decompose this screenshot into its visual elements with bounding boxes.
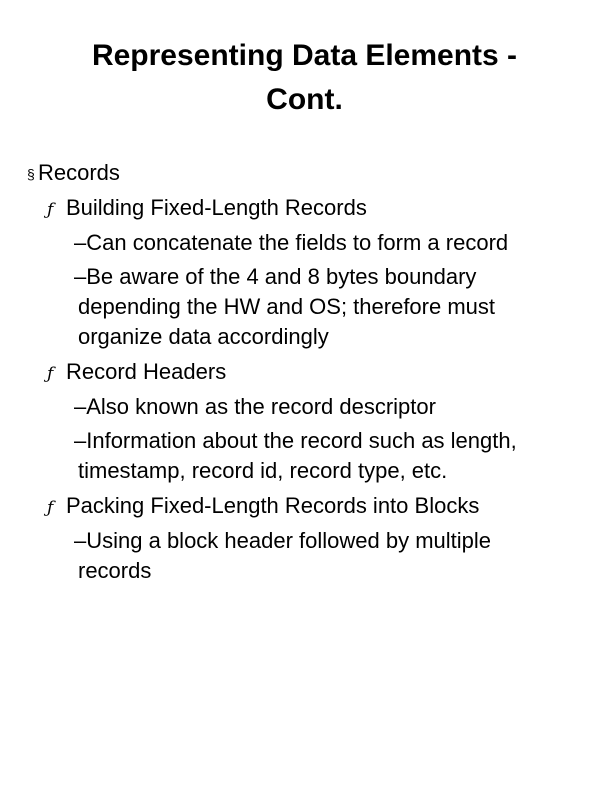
item1-sub-concatenate: –Can concatenate the fields to form a record (74, 230, 509, 255)
f-bullet-icon: ƒ (47, 200, 54, 220)
item3-sub-block-header-line1: –Using a block header followed by multiple (74, 528, 492, 553)
item3-sub-block-header-line2: records (78, 558, 152, 583)
square-bullet-icon: § (27, 166, 35, 182)
records-heading: Records (38, 160, 120, 185)
slide-title-line-1: Representing Data Elements - (91, 39, 518, 72)
item-building-fixed-length: Building Fixed-Length Records (66, 195, 367, 220)
slide-title-line-2: Cont. (266, 83, 343, 116)
item1-sub-boundary-line1: –Be aware of the 4 and 8 bytes boundary (74, 264, 477, 289)
item1-sub-boundary-line2: depending the HW and OS; therefore must (78, 294, 496, 319)
item-packing-records: Packing Fixed-Length Records into Blocks (66, 493, 480, 518)
slide-title (0, 34, 609, 122)
f-bullet-icon: ƒ (47, 498, 54, 518)
item1-sub-boundary-line3: organize data accordingly (78, 324, 329, 349)
item-record-headers: Record Headers (66, 359, 227, 384)
f-bullet-icon: ƒ (47, 364, 54, 384)
item2-sub-descriptor: –Also known as the record descriptor (74, 394, 436, 419)
item2-sub-information-line1: –Information about the record such as length, (74, 428, 517, 453)
item2-sub-information-line2: timestamp, record id, record type, etc. (78, 458, 448, 483)
